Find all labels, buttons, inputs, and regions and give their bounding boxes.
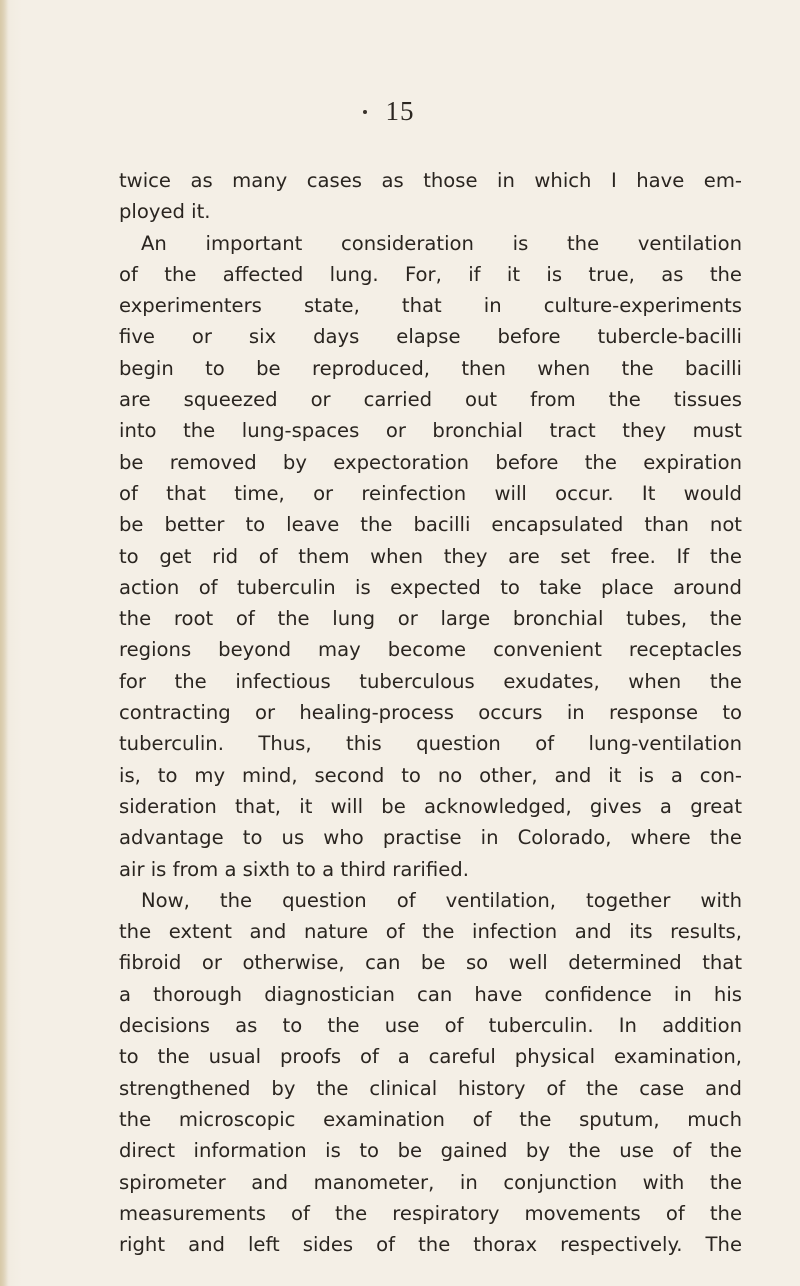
text-line: is, to my mind, second to no other, and it is a con- xyxy=(119,763,742,787)
text-line: of that time, or reinfection will occur. It would xyxy=(119,481,742,505)
text-line: to get rid of them when they are set free. If the xyxy=(119,544,742,568)
text-line: contracting or healing-process occurs in response to xyxy=(119,701,742,725)
text-line: sideration that, it will be acknowledged, gives a great xyxy=(119,794,742,818)
text-line: air is from a sixth to a third rarified. xyxy=(119,857,469,881)
text-line: action of tuberculin is expected to take place around xyxy=(119,575,742,599)
text-line: are squeezed or carried out from the tissues xyxy=(119,388,742,412)
text-line: begin to be reproduced, then when the bacilli xyxy=(119,356,742,380)
text-line: of the affected lung. For, if it is true, as the xyxy=(119,262,742,286)
text-line: right and left sides of the thorax respectively. The xyxy=(119,1233,742,1257)
text-line: direct information is to be gained by the use of the xyxy=(119,1139,742,1163)
text-line: the root of the lung or large bronchial tubes, the xyxy=(119,607,742,631)
text-line: be better to leave the bacilli encapsulated than not xyxy=(119,513,742,537)
text-line: be removed by expectoration before the expiration xyxy=(119,450,742,474)
text-line: strengthened by the clinical history of the case and xyxy=(119,1076,742,1100)
text-line: the extent and nature of the infection and its results, xyxy=(119,920,742,944)
page-number: 15 xyxy=(385,96,415,126)
text-line: ployed it. xyxy=(119,200,211,224)
text-line: twice as many cases as those in which I have em- xyxy=(119,169,742,192)
text-line: experimenters state, that in culture-experiments xyxy=(119,294,742,318)
text-line: Now, the question of ventilation, together with xyxy=(141,888,742,912)
page-edge-shadow xyxy=(0,0,8,1286)
text-line: tuberculin. Thus, this question of lung-ventilation xyxy=(119,732,742,756)
text-line: An important consideration is the ventilation xyxy=(141,231,742,255)
text-line: fibroid or otherwise, can be so well determined that xyxy=(119,951,742,975)
text-line: into the lung-spaces or bronchial tract they must xyxy=(119,419,742,443)
text-line: to the usual proofs of a careful physical examination, xyxy=(119,1045,742,1069)
text-line: five or six days elapse before tubercle-bacilli xyxy=(119,325,742,349)
text-line: the microscopic examination of the sputum, much xyxy=(119,1107,742,1131)
text-line: decisions as to the use of tuberculin. In addition xyxy=(119,1014,742,1038)
text-line: a thorough diagnostician can have confidence in his xyxy=(119,982,742,1006)
text-line: for the infectious tuberculous exudates, when the xyxy=(119,669,742,693)
text-line: regions beyond may become convenient receptacles xyxy=(119,638,742,662)
text-line: spirometer and manometer, in conjunction with the xyxy=(119,1170,742,1194)
text-line: advantage to us who practise in Colorado, where the xyxy=(119,826,742,850)
body-text xyxy=(119,165,742,1260)
text-line: measurements of the respiratory movements of the xyxy=(119,1201,742,1225)
